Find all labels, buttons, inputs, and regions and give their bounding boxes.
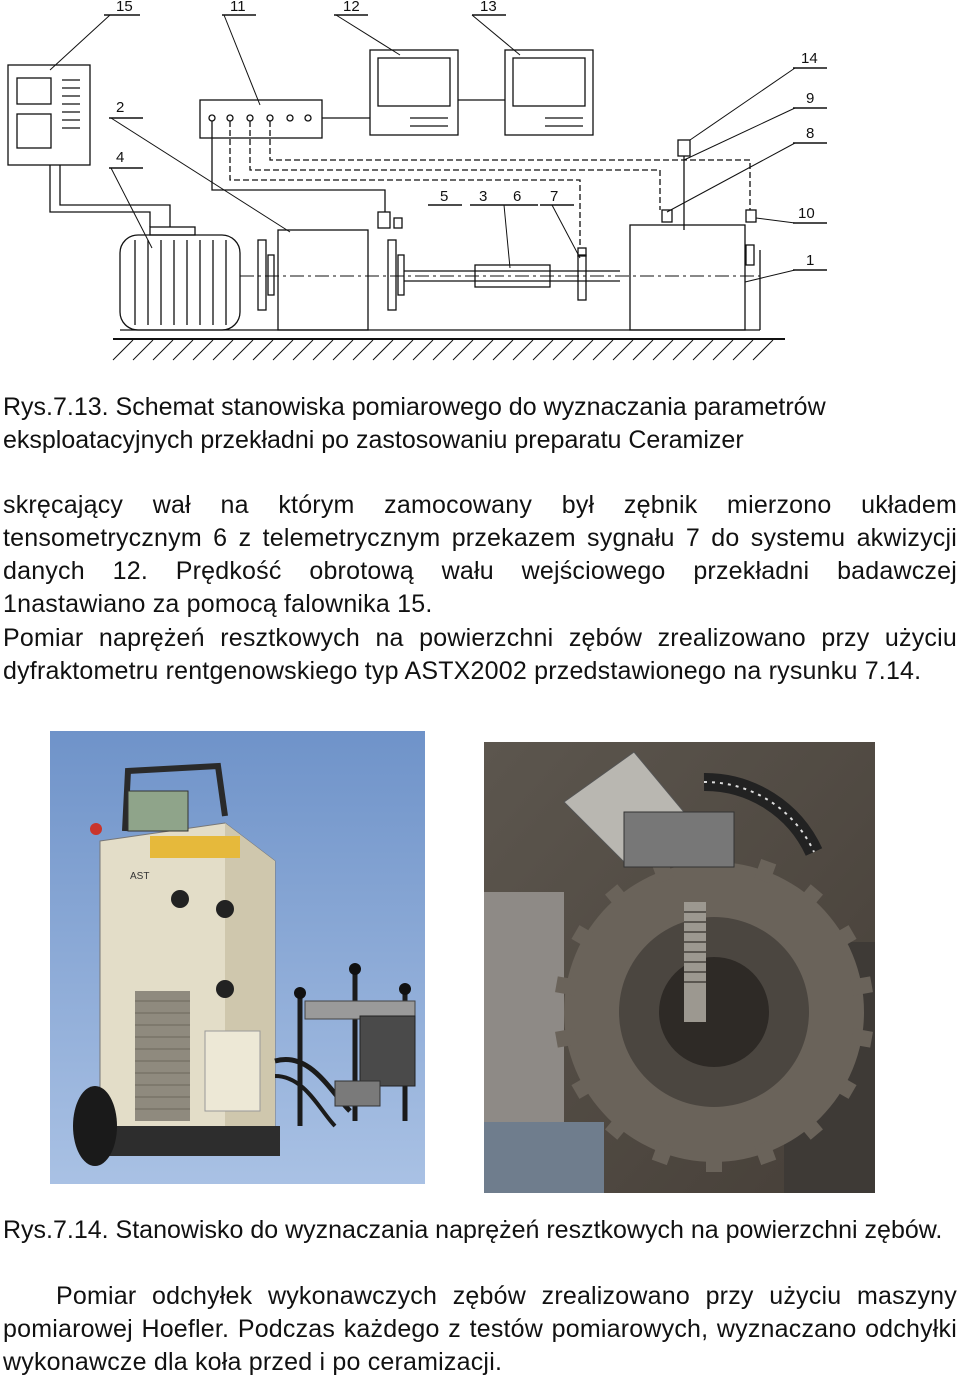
label-4: 4 (116, 149, 125, 166)
label-2: 2 (116, 99, 125, 116)
label-7: 7 (550, 188, 559, 205)
label-13: 13 (480, 0, 497, 15)
label-9: 9 (806, 90, 815, 107)
gear-measurement-photo (484, 742, 875, 1193)
label-14: 14 (801, 50, 818, 67)
label-1: 1 (806, 252, 815, 269)
label-12: 12 (343, 0, 360, 15)
figure-7-13-caption: Rys.7.13. Schemat stanowiska pomiarowego do wyznaczania parametrów eksploatacyjnych przekładni po zastosowaniu preparatu Ceramizer (3, 393, 826, 454)
figure-7-14-caption: Rys.7.14. Stanowisko do wyznaczania naprężeń resztkowych na powierzchni zębów. (3, 1216, 943, 1244)
label-6: 6 (513, 188, 522, 205)
label-8: 8 (806, 125, 815, 142)
paragraph-hoefler-measurement: Pomiar odchyłek wykonawczych zębów zrealizowano przy użyciu maszyny pomiarowej Hoefler. Podczas każdego z testów pomiarowych, wyznaczano odchyłki wykonawcze dla koła przed i po ceramizacji. (3, 1282, 957, 1376)
paragraph-residual-stress: Pomiar naprężeń resztkowych na powierzchni zębów zrealizowano przy użyciu dyfraktometru rentgenowskiego typ ASTX2002 przedstawionego na rysunku 7.14. (3, 624, 957, 685)
diffractometer-photo (50, 731, 425, 1184)
label-11: 11 (230, 0, 246, 15)
device-marking: AST (130, 871, 150, 882)
paragraph-torque-measurement: skręcający wał na którym zamocowany był zębnik mierzono układem tensometrycznym 6 z telemetrycznym przekazem sygnału 7 do systemu akwizycji danych 12. Prędkość obrotową wału wejściowego przekładni badawczej 1nastawiano za pomocą falownika 15. (3, 491, 957, 618)
test-stand-schematic (0, 0, 960, 380)
label-3: 3 (479, 188, 488, 205)
label-5: 5 (440, 188, 449, 205)
label-10: 10 (798, 205, 815, 222)
label-15: 15 (116, 0, 133, 15)
